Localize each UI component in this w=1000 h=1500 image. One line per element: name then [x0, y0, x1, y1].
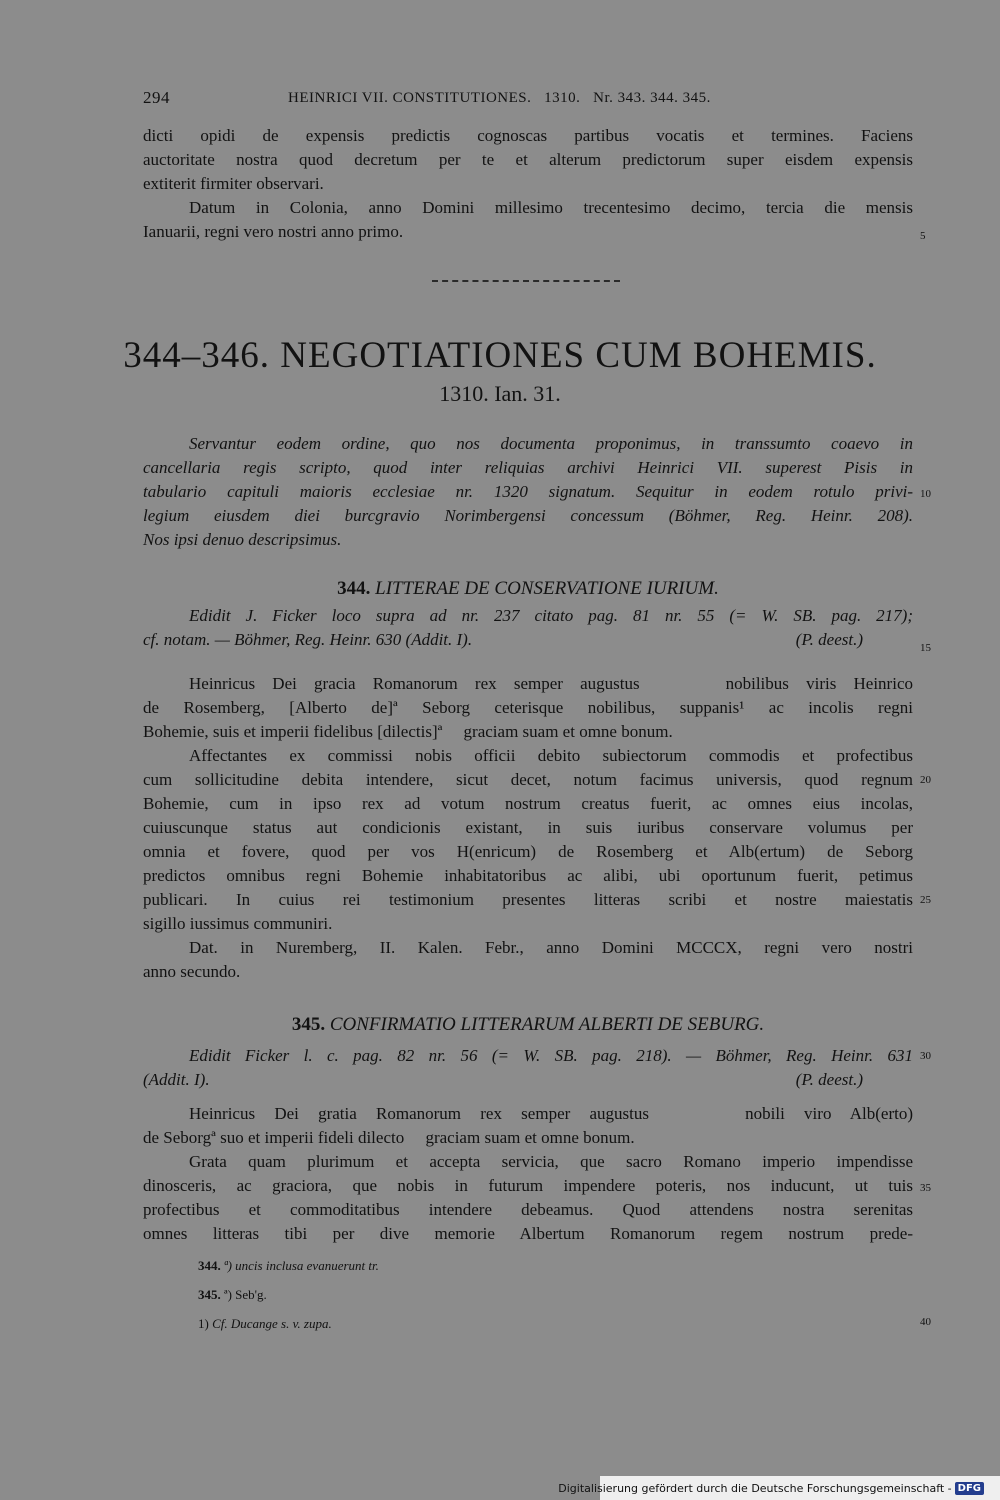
running-title: HEINRICI VII. CONSTITUTIONES. 1310. Nr. 343. 344. 345.: [288, 90, 711, 106]
doc-345-number: 345.: [291, 1014, 326, 1035]
credit-text: Digitalisierung gefördert durch die Deutsche Forschungsgemeinschaft -: [558, 1481, 952, 1495]
doc-345-edition: [143, 1044, 913, 1092]
datum-line: Ianuarii, regni vero nostri anno primo.: [143, 222, 404, 241]
main-title: 344–346. NEGOTIATIONES CUM BOHEMIS.: [123, 335, 877, 376]
deest-note: (P. deest.): [795, 1070, 863, 1089]
edition-line: Edidit Ficker l. c. pag. 82 nr. 56 (= W. SB. pag. 218). — Böhmer, Reg. Heinr. 631: [189, 1046, 913, 1065]
intro-paragraph: [143, 432, 913, 552]
datum-line: Datum in Colonia, anno Domini millesimo trecentesimo decimo, tercia die mensis: [189, 198, 913, 217]
footnote-text: ª) Seb'g.: [224, 1287, 267, 1302]
section-separator: [432, 280, 620, 282]
text-line: Dat. in Nuremberg, II. Kalen. Febr., anno Domini MCCCX, regni vero nostri: [189, 938, 913, 957]
footnote-345: [198, 1287, 898, 1303]
text-line: de Seborgª suo et imperii fideli dilecto graciam suam et omne bonum.: [143, 1128, 635, 1147]
footnote-number: 345.: [198, 1287, 221, 1302]
prev-line: extiterit firmiter observari.: [143, 174, 324, 193]
doc-344-heading: [143, 578, 913, 600]
doc-345-heading: [143, 1014, 913, 1036]
prev-line: dicti opidi de expensis predictis cognoscas partibus vocatis et termines. Faciens: [143, 126, 913, 145]
line-number: 25: [920, 894, 931, 906]
deest-note: (P. deest.): [795, 630, 863, 649]
intro-line: Nos ipsi denuo descripsimus.: [143, 530, 342, 549]
text-line: Bohemie, suis et imperii fidelibus [dilectis]ª graciam suam et omne bonum.: [143, 722, 673, 741]
doc-345-text: [143, 1102, 913, 1246]
prev-document-text: [143, 124, 913, 244]
text-line: Grata quam plurimum et accepta servicia, que sacro Romano imperio impendisse: [189, 1152, 913, 1171]
text-line: anno secundo.: [143, 962, 241, 981]
line-number: 40: [920, 1316, 931, 1328]
edition-line: (Addit. I).: [143, 1070, 210, 1089]
footnote-text: ª) uncis inclusa evanuerunt tr.: [224, 1258, 379, 1273]
text-line: profectibus et commoditatibus intendere debeamus. Quod attendens nostra serenitas: [143, 1200, 913, 1219]
doc-344-number: 344.: [337, 578, 371, 599]
line-number: 30: [920, 1050, 931, 1062]
intro-line: tabulario capituli maioris ecclesiae nr. 1320 signatum. Sequitur in eodem rotulo privi-: [143, 482, 913, 501]
text-line: Heinricus Dei gratia Romanorum rex semper augustus nobili viro Alb(erto): [189, 1104, 913, 1123]
footnote-344: [198, 1258, 898, 1274]
line-number: 20: [920, 774, 931, 786]
text-line: de Rosemberg, [Alberto de]ª Seborg ceterisque nobilibus, suppanis¹ ac incolis regni: [143, 698, 913, 717]
text-line: Bohemie, cum in ipso rex ad votum nostrum creatus fuerit, ac omnes eius incolas,: [143, 794, 913, 813]
line-number: 15: [920, 642, 931, 654]
text-line: Heinricus Dei gracia Romanorum rex semper augustus nobilibus viris Heinrico: [189, 674, 913, 693]
footnote-number: 1): [198, 1316, 209, 1331]
prev-line: auctoritate nostra quod decretum per te et alterum predictorum super eisdem expensis: [143, 150, 913, 169]
intro-line: Servantur eodem ordine, quo nos documenta proponimus, in transsumto coaevo in: [189, 434, 913, 453]
main-date: 1310. Ian. 31.: [439, 381, 561, 406]
edition-line: Edidit J. Ficker loco supra ad nr. 237 citato pag. 81 nr. 55 (= W. SB. pag. 217);: [189, 606, 913, 625]
doc-344-text: [143, 672, 913, 984]
text-line: dinosceris, ac graciora, que nobis in futurum impendere poteris, nos inducunt, ut tuis: [143, 1176, 913, 1195]
running-head: [143, 88, 913, 112]
line-number: 5: [920, 230, 926, 242]
doc-344-edition: [143, 604, 913, 652]
text-line: Affectantes ex commissi nobis officii debito subiectorum commodis et profectibus: [189, 746, 913, 765]
footnote-1: [198, 1316, 898, 1332]
text-line: predictos omnibus regni Bohemie inhabitatoribus ac alibi, ubi oportunum fuerit, petimus: [143, 866, 913, 885]
doc-344-title: LITTERAE DE CONSERVATIONE IURIUM.: [375, 578, 719, 599]
dfg-logo: DFG: [955, 1482, 984, 1495]
intro-line: cancellaria regis scripto, quod inter reliquias archivi Heinrici VII. superest Pisis in: [143, 458, 913, 477]
page-number: 294: [143, 88, 170, 107]
text-line: omnia et fovere, quod per vos H(enricum) de Rosemberg et Alb(ertum) de Seborg: [143, 842, 913, 861]
funding-credit: [558, 1479, 984, 1497]
line-number: 35: [920, 1182, 931, 1194]
edition-line: cf. notam. — Böhmer, Reg. Heinr. 630 (Addit. I).: [143, 630, 473, 649]
doc-345-title: CONFIRMATIO LITTERARUM ALBERTI DE SEBURG.: [329, 1014, 765, 1035]
footnote-number: 344.: [198, 1258, 221, 1273]
footnote-text: Cf. Ducange s. v. zupa.: [212, 1316, 332, 1331]
text-line: sigillo iussimus communiri.: [143, 914, 333, 933]
line-number: 10: [920, 488, 931, 500]
intro-line: legium eiusdem diei burcgravio Norimbergensi concessum (Böhmer, Reg. Heinr. 208).: [143, 506, 913, 525]
text-line: publicari. In cuius rei testimonium presentes litteras scribi et nostre maiestatis: [143, 890, 913, 909]
text-line: cuiuscunque status aut condicionis existant, in suis iuribus conservare volumus per: [143, 818, 913, 837]
text-line: omnes litteras tibi per dive memorie Albertum Romanorum regem nostrum prede-: [143, 1224, 913, 1243]
text-line: cum sollicitudine debita intendere, sicut decet, notum facimus universis, quod regnum: [143, 770, 913, 789]
